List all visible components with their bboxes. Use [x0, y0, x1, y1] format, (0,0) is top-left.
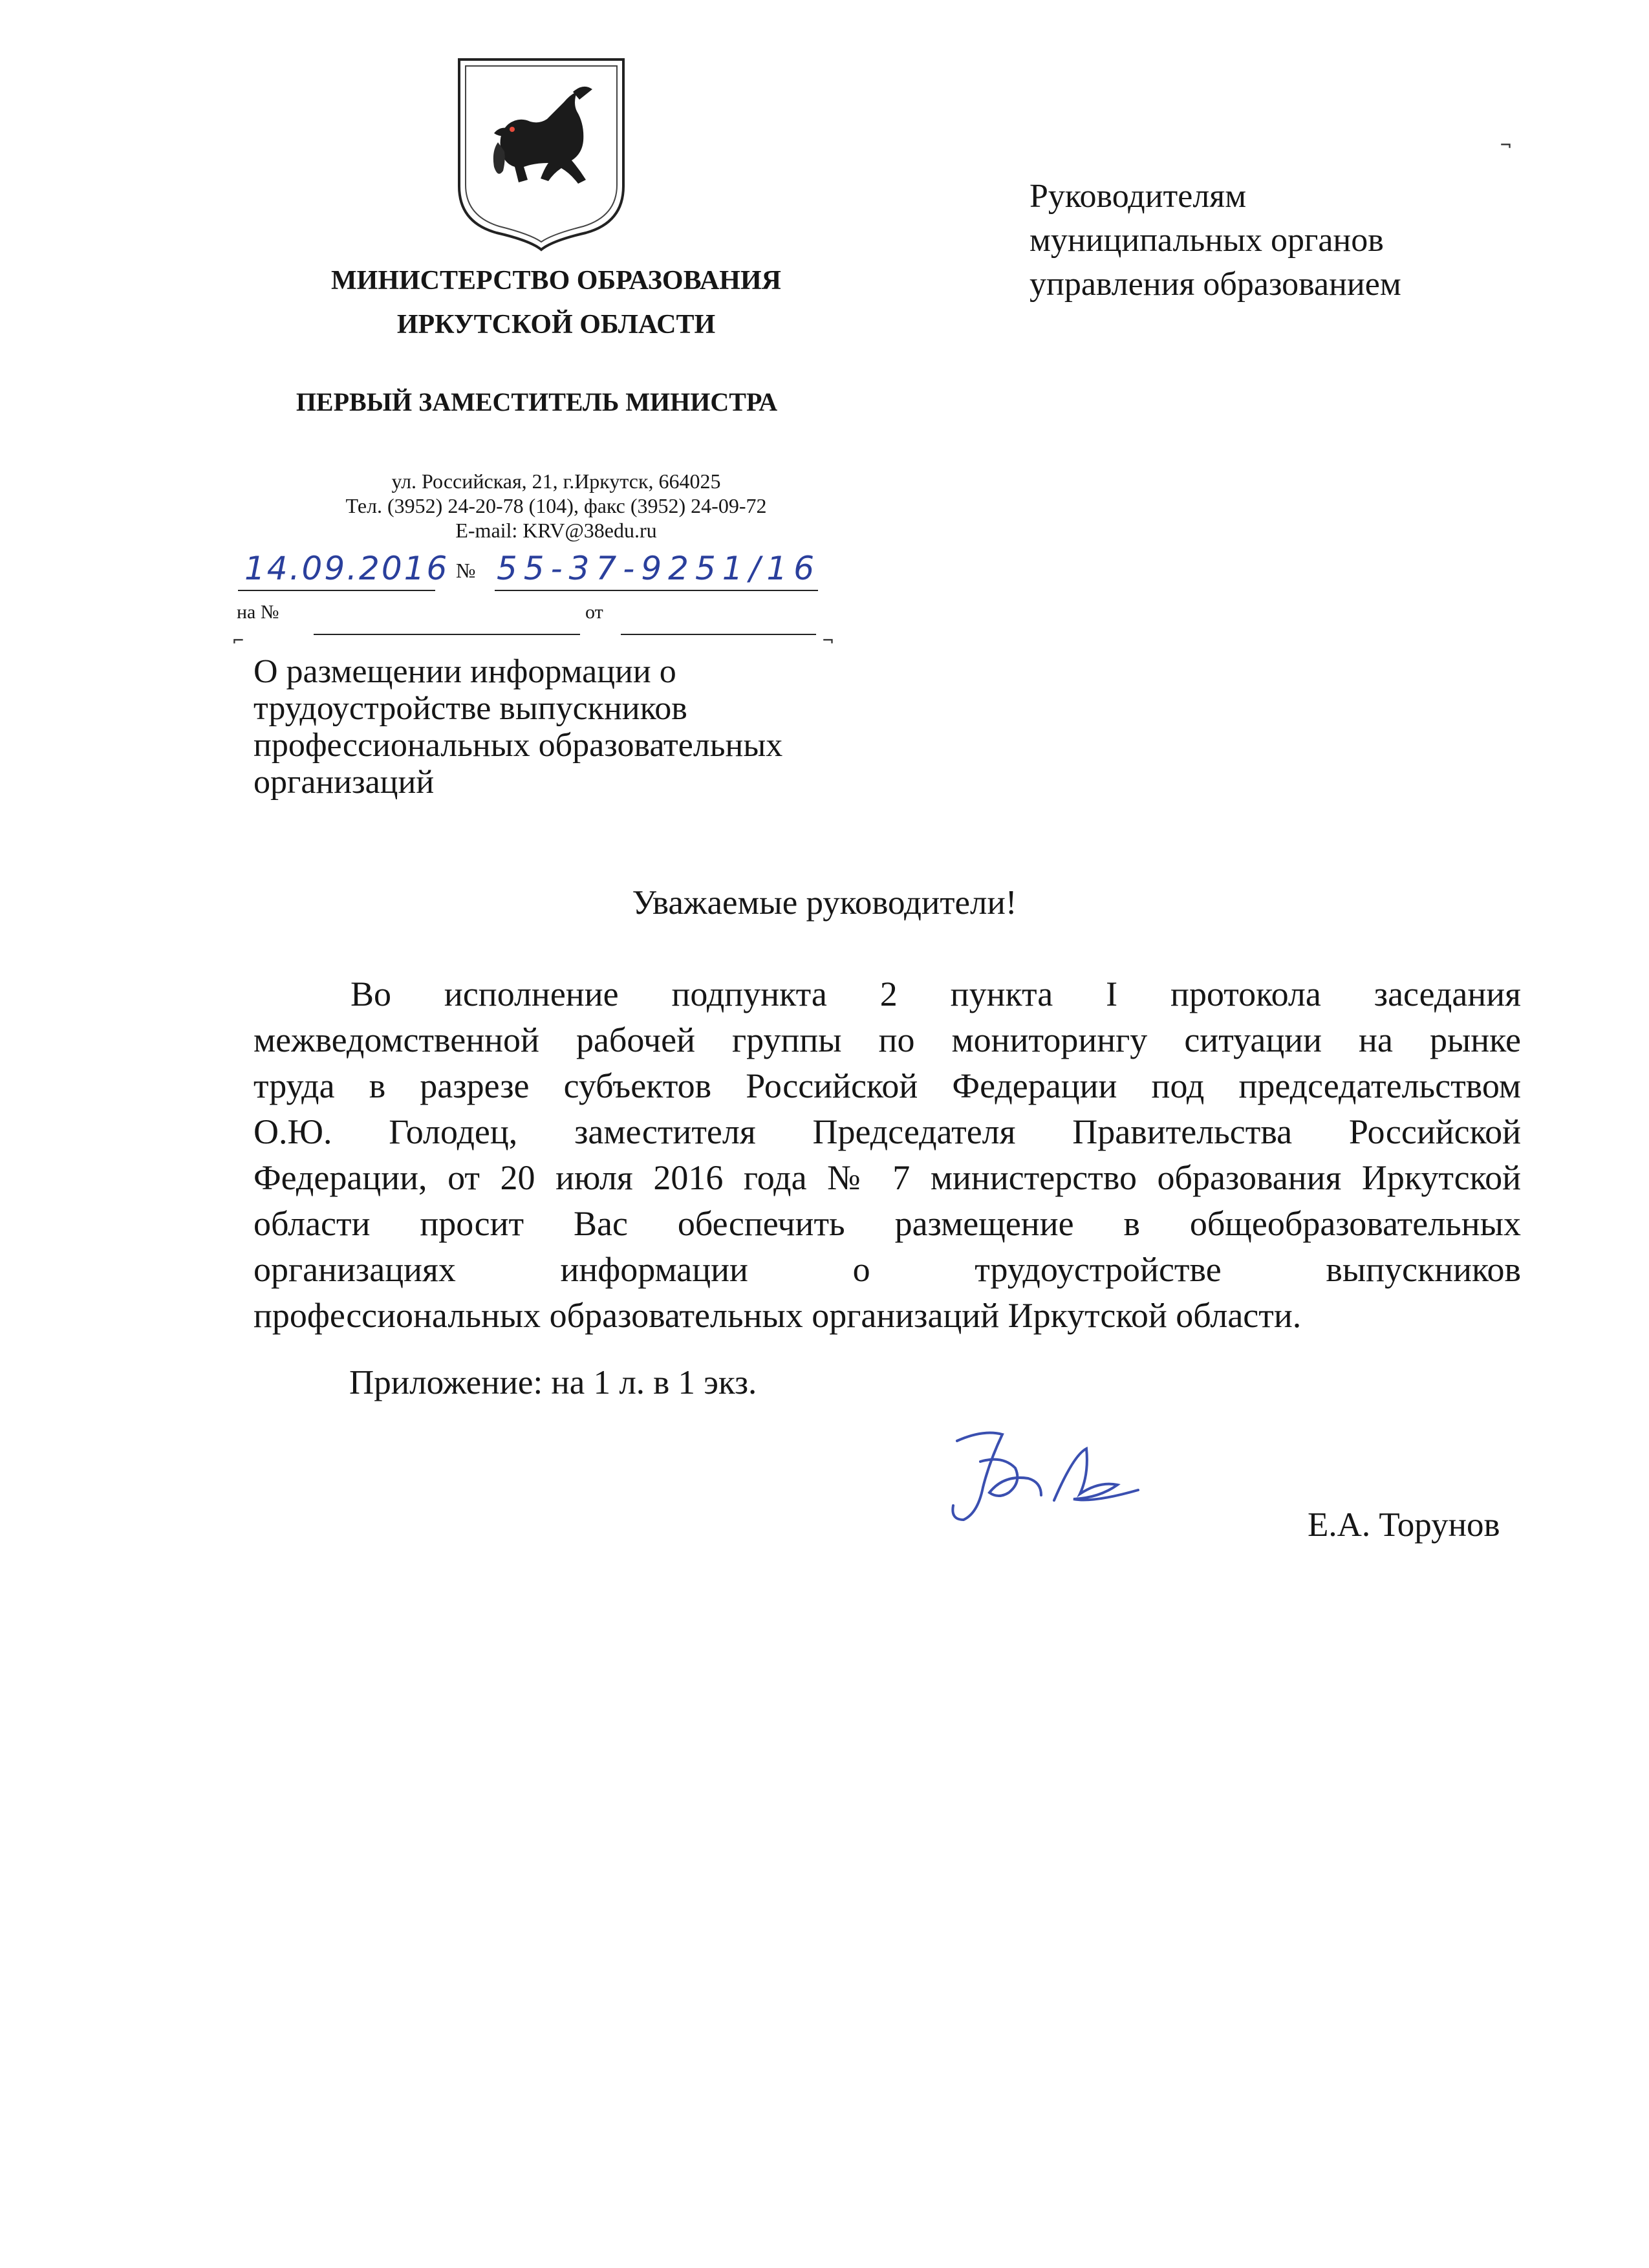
- subject-line: трудоустройстве выпускников: [253, 690, 687, 727]
- organization-name-line-1: МИНИСТЕРСТВО ОБРАЗОВАНИЯ: [331, 266, 781, 296]
- phone-fax: Тел. (3952) 24-20-78 (104), факс (3952) 24-09-72: [345, 494, 767, 517]
- body-line: организациях информации о трудоустройстве выпускников: [253, 1250, 1521, 1289]
- registration-date: 14.09.2016: [244, 550, 449, 587]
- corner-mark-left: ⌐: [233, 630, 244, 651]
- subject-line: профессиональных образовательных: [253, 727, 783, 764]
- date-underline: [238, 590, 435, 591]
- body-line: Федерации, от 20 июля 2016 года № 7 министерство образования Иркутской: [253, 1158, 1521, 1197]
- body-line: профессиональных образовательных организаций Иркутской области.: [253, 1296, 1302, 1335]
- recipient-line: муниципальных органов: [1029, 222, 1384, 259]
- reference-number-label: на №: [237, 601, 279, 623]
- corner-mark-recipient: ¬: [1500, 135, 1511, 156]
- handwritten-signature: [944, 1423, 1151, 1539]
- appendix-note: Приложение: на 1 л. в 1 экз.: [349, 1364, 757, 1401]
- email: E-mail: KRV@38edu.ru: [455, 519, 657, 542]
- body-line: Во исполнение подпункта 2 пункта I протокола заседания: [350, 975, 1521, 1013]
- reference-date-label: от: [585, 601, 603, 623]
- body-line: О.Ю. Голодец, заместителя Председателя Правительства Российской: [253, 1112, 1521, 1151]
- greeting: Уважаемые руководители!: [632, 884, 1017, 922]
- corner-mark-right: ¬: [823, 630, 834, 651]
- number-sign: №: [456, 559, 476, 582]
- body-line: межведомственной рабочей группы по мониторингу ситуации на рынке: [253, 1021, 1521, 1059]
- recipient-block: [1029, 175, 1560, 307]
- postal-address: ул. Российская, 21, г.Иркутск, 664025: [391, 470, 721, 493]
- body-line: области просит Вас обеспечить размещение в общеобразовательных: [253, 1204, 1521, 1243]
- number-underline: [495, 590, 818, 591]
- recipient-line: управления образованием: [1029, 266, 1401, 303]
- subject-line: О размещении информации о: [253, 653, 676, 690]
- signer-name: Е.А. Торунов: [1308, 1506, 1500, 1544]
- registration-number: 55-37-9251/16: [497, 550, 821, 587]
- letter-subject: [253, 653, 874, 801]
- subject-line: организаций: [253, 764, 435, 801]
- coat-of-arms-icon: [457, 57, 626, 252]
- department-title: ПЕРВЫЙ ЗАМЕСТИТЕЛЬ МИНИСТРА: [296, 387, 778, 416]
- body-line: труда в разрезе субъектов Российской Федерации под председательством: [253, 1066, 1521, 1105]
- organization-name-line-2: ИРКУТСКОЙ ОБЛАСТИ: [396, 310, 716, 340]
- recipient-line: Руководителям: [1029, 178, 1247, 215]
- reference-date-underline: [621, 634, 816, 635]
- reference-number-underline: [314, 634, 580, 635]
- letter-body: [253, 971, 1521, 1339]
